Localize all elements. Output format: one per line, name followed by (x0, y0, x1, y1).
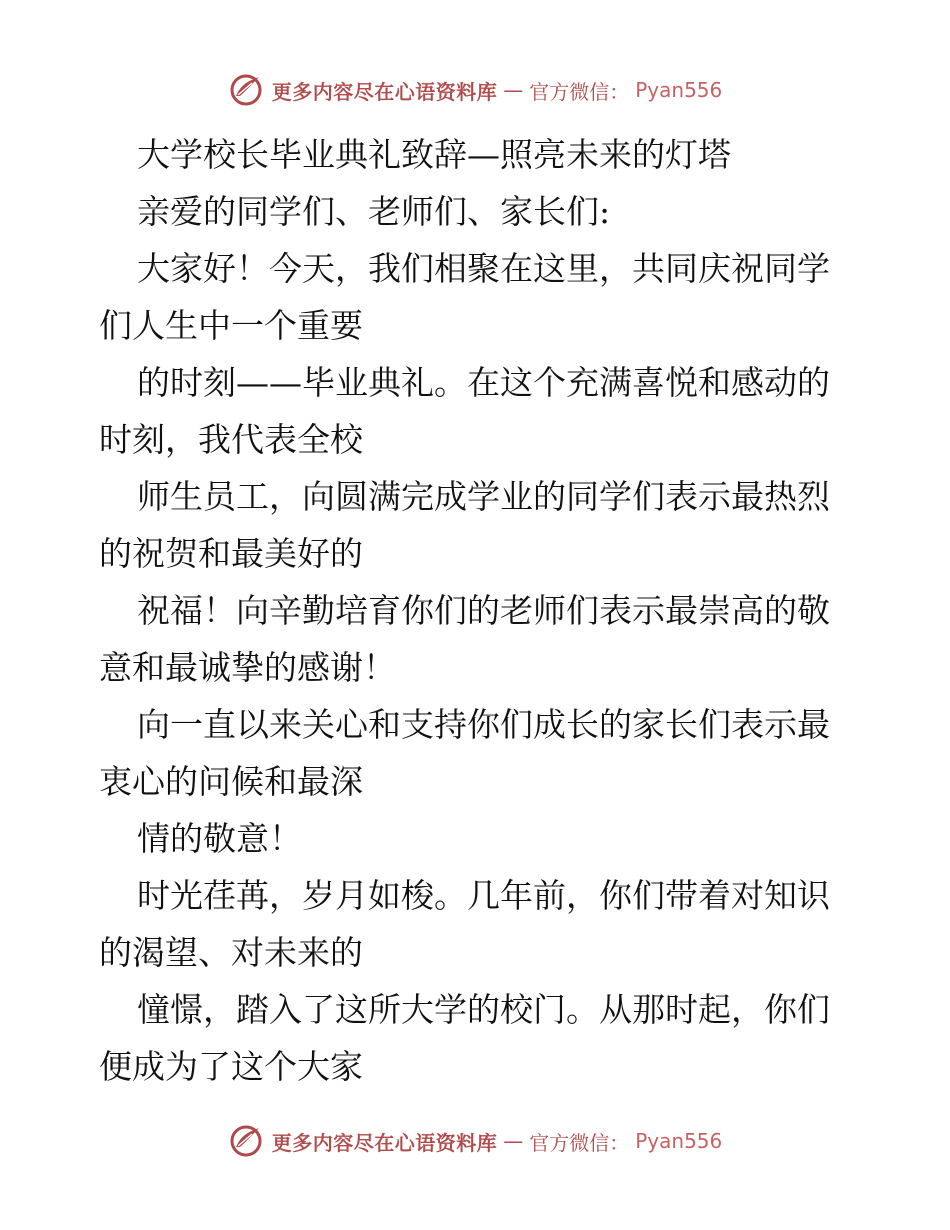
paragraph-line: 祝福！向辛勤培育你们的老师们表示最崇高的敬 (137, 591, 830, 630)
footer-watermark (0, 1121, 950, 1161)
salutation-line: 亲爱的同学们、老师们、家长们: (137, 192, 611, 231)
paragraph-line: 的时刻——毕业典礼。在这个充满喜悦和感动的 (137, 363, 830, 402)
paragraph-line: 便成为了这个大家 (99, 1047, 363, 1086)
watermark-id: Pyan556 (635, 78, 723, 102)
paragraph-line: 的祝贺和最美好的 (99, 534, 363, 573)
paragraph-line: 向一直以来关心和支持你们成长的家长们表示最 (137, 705, 830, 744)
paragraph-line: 衷心的问候和最深 (99, 762, 363, 801)
paragraph-line: 师生员工，向圆满完成学业的同学们表示最热烈 (137, 477, 830, 516)
paragraph-line: 时刻，我代表全校 (99, 420, 363, 459)
paragraph-line: 大家好！今天，我们相聚在这里，共同庆祝同学 (137, 249, 830, 288)
paragraph-line: 情的敬意！ (137, 819, 302, 858)
watermark-sub-text: 官方微信： (529, 79, 630, 104)
paragraph-line: 时光荏苒，岁月如梭。几年前，你们带着对知识 (137, 876, 830, 915)
watermark-main-text: 更多内容尽在心语资料库 (271, 1130, 498, 1155)
watermark-main-text: 更多内容尽在心语资料库 (271, 79, 498, 104)
watermark-dash: — (503, 78, 524, 102)
watermark-sub-text: 官方微信： (529, 1130, 630, 1155)
paragraph-line: 们人生中一个重要 (99, 306, 363, 345)
watermark-id: Pyan556 (635, 1129, 723, 1153)
paragraph-line: 意和最诚挚的感谢！ (99, 648, 396, 687)
document-title: 大学校长毕业典礼致辞—照亮未来的灯塔 (137, 135, 731, 174)
quill-pen-icon (228, 1123, 264, 1159)
paragraph-line: 的渴望、对未来的 (99, 933, 363, 972)
watermark-dash: — (503, 1129, 524, 1153)
document-body (99, 126, 851, 1095)
header-watermark (0, 70, 950, 110)
quill-pen-icon (228, 72, 264, 108)
paragraph-line: 憧憬，踏入了这所大学的校门。从那时起，你们 (137, 990, 830, 1029)
